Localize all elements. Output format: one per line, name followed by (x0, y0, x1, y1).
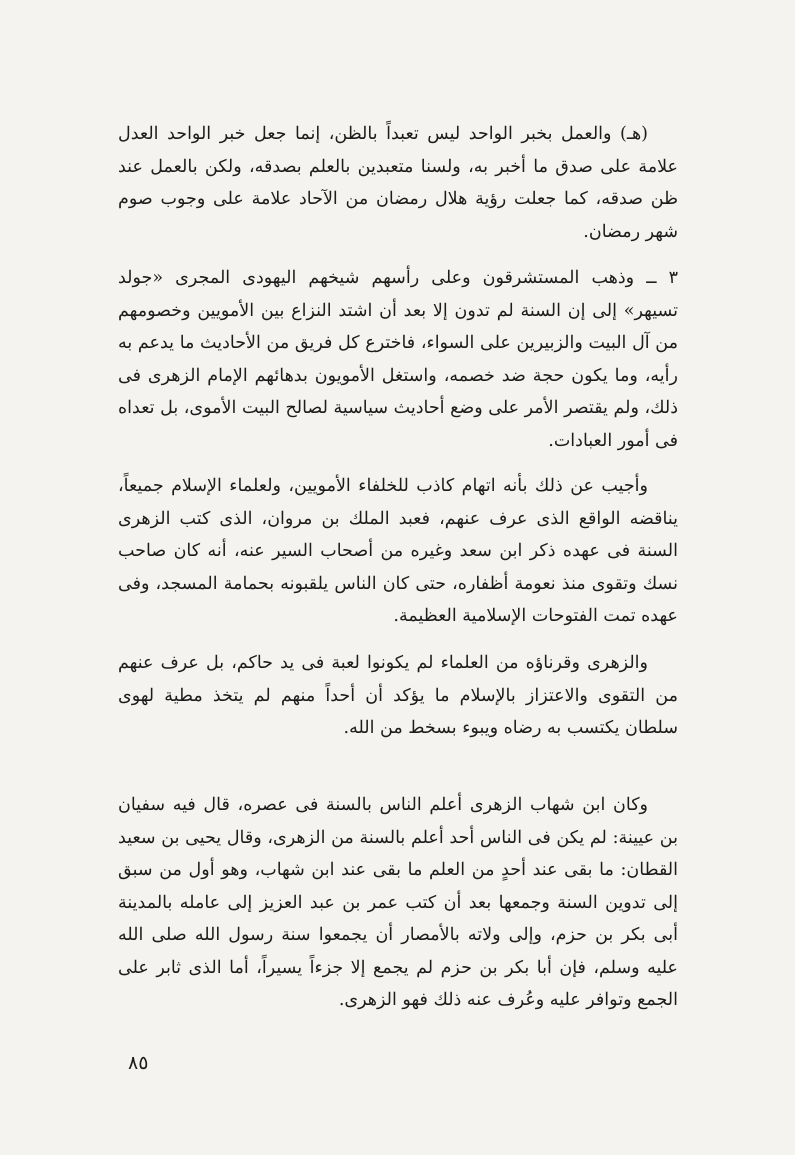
page-number: ٨٥ (128, 1052, 149, 1074)
paragraph-text: (هـ) والعمل بخبر الواحد ليس تعبداً بالظن، إنما جعل خبر الواحد العدل علامة على صدق ما أخبر به، ولسنا متعبدين بالعلم بصدقه، ولكن بالعمل عند ظن صدقه، كما جعلت رؤية هلال رمضان من الآحاد علامة على وجوب صوم شهر رمضان. (118, 124, 678, 242)
paragraph-ibn-shihab (118, 789, 678, 1017)
paragraph-zuhri-integrity (118, 647, 678, 745)
paragraph-text: وأجيب عن ذلك بأنه اتهام كاذب للخلفاء الأمويين، ولعلماء الإسلام جميعاً، يناقضه الواقع الذى عرف عنهم، فعبد الملك بن مروان، الذى كتب الزهرى السنة فى عهده ذكر ابن سعد وغيره من أصحاب السير عنه، أنه كان صاحب نسك وتقوى منذ نعومة أظفاره، حتى كان الناس يلقبونه بحمامة المسجد، وفى عهده تمت الفتوحات الإسلامية العظيمة. (118, 476, 678, 626)
paragraph-response-to-claim (118, 470, 678, 633)
paragraph-orientalists-claim (118, 262, 678, 457)
paragraph-reliance-on-single-report (118, 118, 678, 248)
paragraph-text: والزهرى وقرناؤه من العلماء لم يكونوا لعبة فى يد حاكم، بل عرف عنهم من التقوى والاعتزاز بالإسلام ما يؤكد أن أحداً منهم لم يتخذ مطية لهوى سلطان يكتسب به رضاه ويبوء بسخط من الله. (118, 653, 678, 738)
paragraph-text: وكان ابن شهاب الزهرى أعلم الناس بالسنة فى عصره، قال فيه سفيان بن عيينة: لم يكن فى الناس أحد أعلم بالسنة من الزهرى، وقال يحيى بن سعيد القطان: ما بقى عند أحدٍ من العلم ما بقى عند ابن شهاب، وهو أول من سبق إلى تدوين السنة وجمعها بعد أن كتب عمر بن عبد العزيز إلى عامله بالمدينة أبى بكر بن حزم، وإلى ولاته بالأمصار أن يجمعوا سنة رسول الله صلى الله عليه وسلم، فإن أبا بكر بن حزم لم يجمع إلا جزءاً يسيراً، أما الذى ثابر على الجمع وتوافر عليه وعُرف عنه ذلك فهو الزهرى. (118, 795, 678, 1010)
paragraph-text: ٣ ــ وذهب المستشرقون وعلى رأسهم شيخهم اليهودى المجرى «جولد تسيهر» إلى إن السنة لم تدون إلا بعد أن اشتد النزاع بين الأمويين وخصومهم من آل البيت والزبيرين على السواء، فاخترع كل فريق من الأحاديث ما يدعم به رأيه، وما يكون حجة ضد خصمه، واستغل الأمويون بدهائهم الإمام الزهرى فى ذلك، ولم يقتصر الأمر على وضع أحاديث سياسية لصالح البيت الأموى، بل تعداه فى أمور العبادات. (118, 268, 678, 451)
